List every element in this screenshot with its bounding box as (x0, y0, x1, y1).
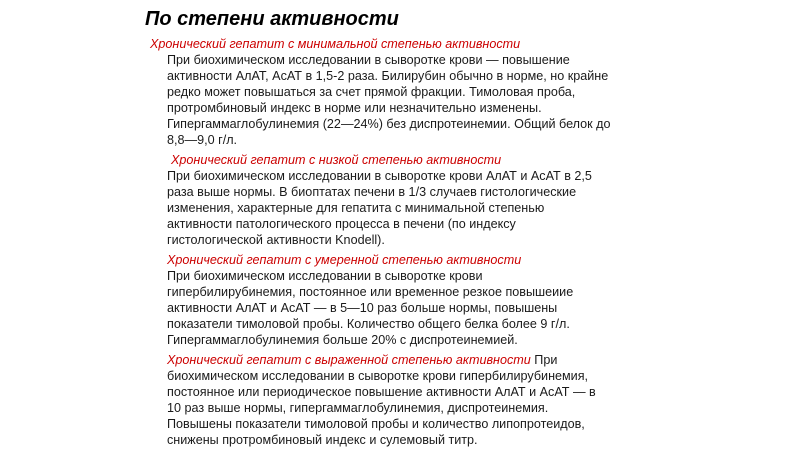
text-line: активности АлАТ, АсАТ в 1,5-2 раза. Билирубин обычно в норме, но крайне (167, 69, 609, 83)
section-heading: Хронический гепатит с низкой степенью активности (171, 153, 502, 167)
text-line: постоянное или периодическое повышение активности АлАТ и АсАТ — в (167, 385, 596, 399)
text-line: протромбиновый индекс в норме или незначительно изменены. (167, 101, 542, 115)
text-line: редко может повышаться за счет прямой фракции. Тимоловая проба, (167, 85, 576, 99)
section-severe-activity (167, 352, 596, 448)
text-line: биохимическом исследовании в сыворотке крови гипербилирубинемия, (167, 369, 589, 383)
section-heading: Хронический гепатит с выраженной степенью активности (167, 353, 531, 367)
text-line: снижены протромбиновый индекс и сулемовый титр. (167, 433, 478, 447)
text-line: показатели тимоловой пробы. Количество общего белка более 9 г/л. (167, 317, 570, 331)
section-moderate-activity (167, 252, 573, 348)
text-line: Гипергаммаглобулинемия больше 20% с диспротеинемией. (167, 333, 518, 347)
text-line: Гипергаммаглобулинемия (22—24%) без диспротеинемии. Общий белок до (167, 117, 611, 131)
section-heading: Хронический гепатит с минимальной степенью активности (150, 37, 521, 51)
text-line: активности АлАТ и АсАТ — в 5—10 раз больше нормы, повышены (167, 301, 558, 315)
text-line: активности патологического процесса в печени (по индексу (167, 217, 516, 231)
text-line: 10 раз выше нормы, гипергаммаглобулинемия, диспротеинемия. (167, 401, 549, 415)
slide-title: По степени активности (145, 8, 399, 30)
text-line: Повышены показатели тимоловой пробы и количество липопротеидов, (167, 417, 585, 431)
text-line: При биохимическом исследовании в сыворотке крови — повышение (167, 53, 570, 67)
text-line: При биохимическом исследовании в сыворотке крови АлАТ и АсАТ в 2,5 (167, 169, 592, 183)
section-body (150, 52, 611, 148)
text-line: При биохимическом исследовании в сыворотке крови (167, 269, 483, 283)
text-fragment: При (530, 353, 558, 367)
text-line: изменения, характерные для гепатита с минимальной степенью (167, 201, 545, 215)
text-line: гипербилирубинемия, постоянное или временное резкое повышеиие (167, 285, 574, 299)
text-line: раза выше нормы. В биоптатах печени в 1/3 случаев гистологические (167, 185, 577, 199)
text-line: 8,8—9,0 г/л. (167, 133, 238, 147)
section-low-activity (167, 152, 592, 248)
section-first-line (167, 352, 596, 368)
text-line: гистологической активности Knodell). (167, 233, 385, 247)
section-heading: Хронический гепатит с умеренной степенью активности (167, 253, 522, 267)
section-minimal-activity (150, 36, 611, 148)
